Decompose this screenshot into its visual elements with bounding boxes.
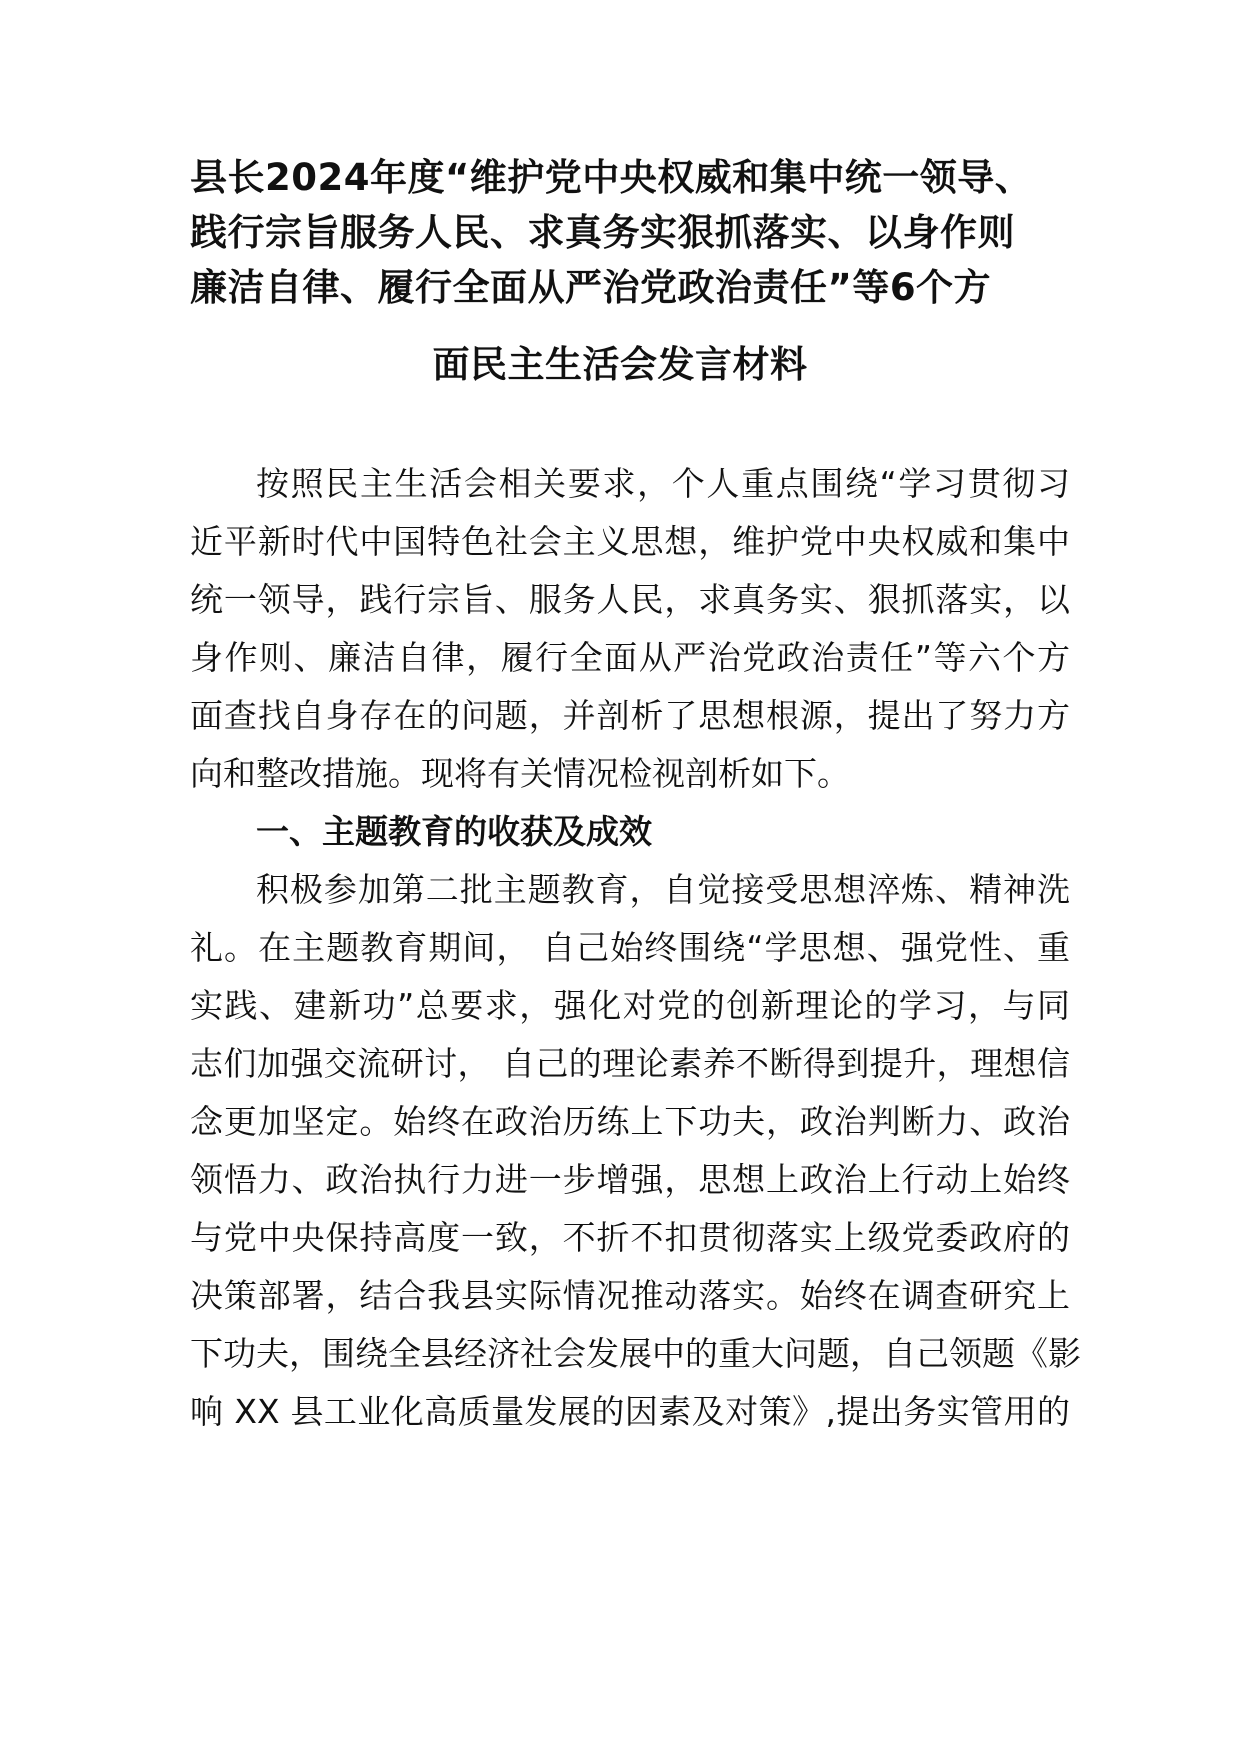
paragraph-line: 领悟力、政治执行力进一步增强，思想上政治上行动上始终 [190,1160,1070,1199]
paragraph-line: 决策部署，结合我县实际情况推动落实。始终在调查研究上 [190,1276,1070,1315]
paragraph-section-1 [190,861,1081,1441]
section-heading: 一、主题教育的收获及成效 [256,812,652,851]
title-line: 廉洁自律、履行全面从严治党政治责任”等6个方 [190,266,992,309]
paragraph-line: 实践、建新功”总要求，强化对党的创新理论的学习，与同 [190,986,1070,1025]
title-line: 县长2024年度“维护党中央权威和集中统一领导、 [190,156,1033,199]
paragraph-line: 面查找自身存在的问题，并剖析了思想根源，提出了努力方 [190,696,1070,735]
title-line: 面民主生活会发言材料 [432,343,808,386]
paragraph-line: 按照民主生活会相关要求，个人重点围绕“学习贯彻习 [256,464,1070,503]
paragraph-line: 统一领导，践行宗旨、服务人民，求真务实、狠抓落实，以 [190,580,1070,619]
paragraph-line: 礼。在主题教育期间， 自己始终围绕“学思想、强党性、重 [190,928,1070,967]
document-title [190,150,1050,392]
paragraph-line: 积极参加第二批主题教育，自觉接受思想淬炼、精神洗 [256,870,1070,909]
paragraph-line: 志们加强交流研讨， 自己的理论素养不断得到提升，理想信 [190,1044,1070,1083]
paragraph-line: 念更加坚定。始终在政治历练上下功夫，政治判断力、政治 [190,1102,1070,1141]
document-body [190,455,1081,1441]
paragraph-line: 下功夫，围绕全县经济社会发展中的重大问题，自己领题《影 [190,1334,1081,1373]
paragraph-line: 近平新时代中国特色社会主义思想，维护党中央权威和集中 [190,522,1070,561]
paragraph-line: 响 XX 县工业化高质量发展的因素及对策》,提出务实管用的 [190,1392,1070,1431]
paragraph-intro [190,455,1070,803]
paragraph-line: 与党中央保持高度一致，不折不扣贯彻落实上级党委政府的 [190,1218,1070,1257]
paragraph-line: 身作则、廉洁自律，履行全面从严治党政治责任”等六个方 [190,638,1070,677]
title-line: 践行宗旨服务人民、求真务实狠抓落实、以身作则 [190,211,1015,254]
paragraph-line: 向和整改措施。现将有关情况检视剖析如下。 [190,754,850,793]
